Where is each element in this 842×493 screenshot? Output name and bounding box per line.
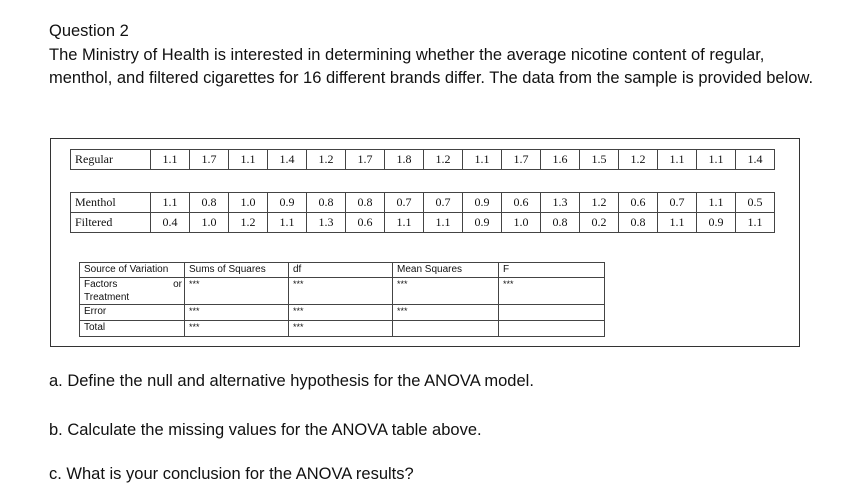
regular-row bbox=[71, 150, 775, 170]
menthol-value: 0.7 bbox=[658, 193, 697, 213]
filtered-value: 1.0 bbox=[502, 213, 541, 233]
filtered-value: 1.3 bbox=[307, 213, 346, 233]
error-label: Error bbox=[80, 305, 185, 321]
error-ss: *** bbox=[185, 305, 289, 321]
subquestion-c: c. What is your conclusion for the ANOVA results? bbox=[49, 465, 414, 483]
treatment-label: Treatment bbox=[84, 292, 130, 303]
factors-label: Factors bbox=[84, 279, 118, 290]
filtered-value: 0.4 bbox=[151, 213, 190, 233]
header-ss: Sums of Squares bbox=[185, 263, 289, 278]
factors-ms: *** bbox=[393, 278, 499, 305]
regular-value: 1.2 bbox=[424, 150, 463, 170]
menthol-value: 0.5 bbox=[736, 193, 775, 213]
total-ms bbox=[393, 321, 499, 337]
menthol-value: 0.8 bbox=[346, 193, 385, 213]
total-ss: *** bbox=[185, 321, 289, 337]
factors-df: *** bbox=[289, 278, 393, 305]
regular-label: Regular bbox=[71, 150, 151, 170]
filtered-value: 0.2 bbox=[580, 213, 619, 233]
filtered-row bbox=[71, 213, 775, 233]
header-ms: Mean Squares bbox=[393, 263, 499, 278]
regular-value: 1.6 bbox=[541, 150, 580, 170]
filtered-value: 1.1 bbox=[268, 213, 307, 233]
header-f: F bbox=[499, 263, 605, 278]
filtered-value: 1.1 bbox=[424, 213, 463, 233]
filtered-value: 0.9 bbox=[463, 213, 502, 233]
menthol-value: 1.1 bbox=[151, 193, 190, 213]
regular-value: 1.8 bbox=[385, 150, 424, 170]
menthol-value: 1.0 bbox=[229, 193, 268, 213]
regular-value: 1.2 bbox=[619, 150, 658, 170]
anova-table bbox=[79, 262, 605, 337]
error-f bbox=[499, 305, 605, 321]
menthol-value: 0.7 bbox=[424, 193, 463, 213]
filtered-value: 0.8 bbox=[541, 213, 580, 233]
total-df: *** bbox=[289, 321, 393, 337]
filtered-value: 1.1 bbox=[658, 213, 697, 233]
menthol-value: 0.6 bbox=[619, 193, 658, 213]
regular-value: 1.1 bbox=[151, 150, 190, 170]
regular-value: 1.7 bbox=[502, 150, 541, 170]
filtered-value: 0.6 bbox=[346, 213, 385, 233]
menthol-value: 0.9 bbox=[463, 193, 502, 213]
menthol-filtered-table bbox=[70, 192, 775, 233]
subquestion-b: b. Calculate the missing values for the ANOVA table above. bbox=[49, 421, 482, 439]
menthol-value: 0.7 bbox=[385, 193, 424, 213]
total-f bbox=[499, 321, 605, 337]
anova-factors-row bbox=[80, 278, 605, 305]
menthol-label: Menthol bbox=[71, 193, 151, 213]
menthol-value: 1.2 bbox=[580, 193, 619, 213]
question-title: Question 2 bbox=[49, 22, 129, 40]
factors-ss: *** bbox=[185, 278, 289, 305]
factors-f: *** bbox=[499, 278, 605, 305]
filtered-value: 0.9 bbox=[697, 213, 736, 233]
menthol-value: 0.8 bbox=[190, 193, 229, 213]
regular-value: 1.4 bbox=[736, 150, 775, 170]
regular-value: 1.1 bbox=[697, 150, 736, 170]
filtered-value: 1.1 bbox=[385, 213, 424, 233]
anova-header-row bbox=[80, 263, 605, 278]
filtered-value: 0.8 bbox=[619, 213, 658, 233]
header-df: df bbox=[289, 263, 393, 278]
regular-value: 1.1 bbox=[463, 150, 502, 170]
regular-table bbox=[70, 149, 775, 170]
regular-value: 1.2 bbox=[307, 150, 346, 170]
regular-value: 1.1 bbox=[658, 150, 697, 170]
filtered-value: 1.0 bbox=[190, 213, 229, 233]
menthol-value: 1.3 bbox=[541, 193, 580, 213]
regular-value: 1.5 bbox=[580, 150, 619, 170]
regular-value: 1.7 bbox=[190, 150, 229, 170]
subquestion-a: a. Define the null and alternative hypothesis for the ANOVA model. bbox=[49, 372, 534, 390]
anova-error-row bbox=[80, 305, 605, 321]
question-text: The Ministry of Health is interested in determining whether the average nicotine content of regular, menthol, and filtered cigarettes for 16 different brands differ. The data from the sample is provided below. bbox=[49, 46, 814, 87]
menthol-row bbox=[71, 193, 775, 213]
menthol-value: 0.6 bbox=[502, 193, 541, 213]
filtered-label: Filtered bbox=[71, 213, 151, 233]
menthol-value: 1.1 bbox=[697, 193, 736, 213]
menthol-value: 0.9 bbox=[268, 193, 307, 213]
regular-value: 1.4 bbox=[268, 150, 307, 170]
regular-value: 1.1 bbox=[229, 150, 268, 170]
factors-label-cell bbox=[80, 278, 185, 305]
error-df: *** bbox=[289, 305, 393, 321]
total-label: Total bbox=[80, 321, 185, 337]
error-ms: *** bbox=[393, 305, 499, 321]
factors-or: or bbox=[173, 279, 182, 290]
filtered-value: 1.1 bbox=[736, 213, 775, 233]
anova-total-row bbox=[80, 321, 605, 337]
filtered-value: 1.2 bbox=[229, 213, 268, 233]
header-source: Source of Variation bbox=[80, 263, 185, 278]
regular-value: 1.7 bbox=[346, 150, 385, 170]
menthol-value: 0.8 bbox=[307, 193, 346, 213]
